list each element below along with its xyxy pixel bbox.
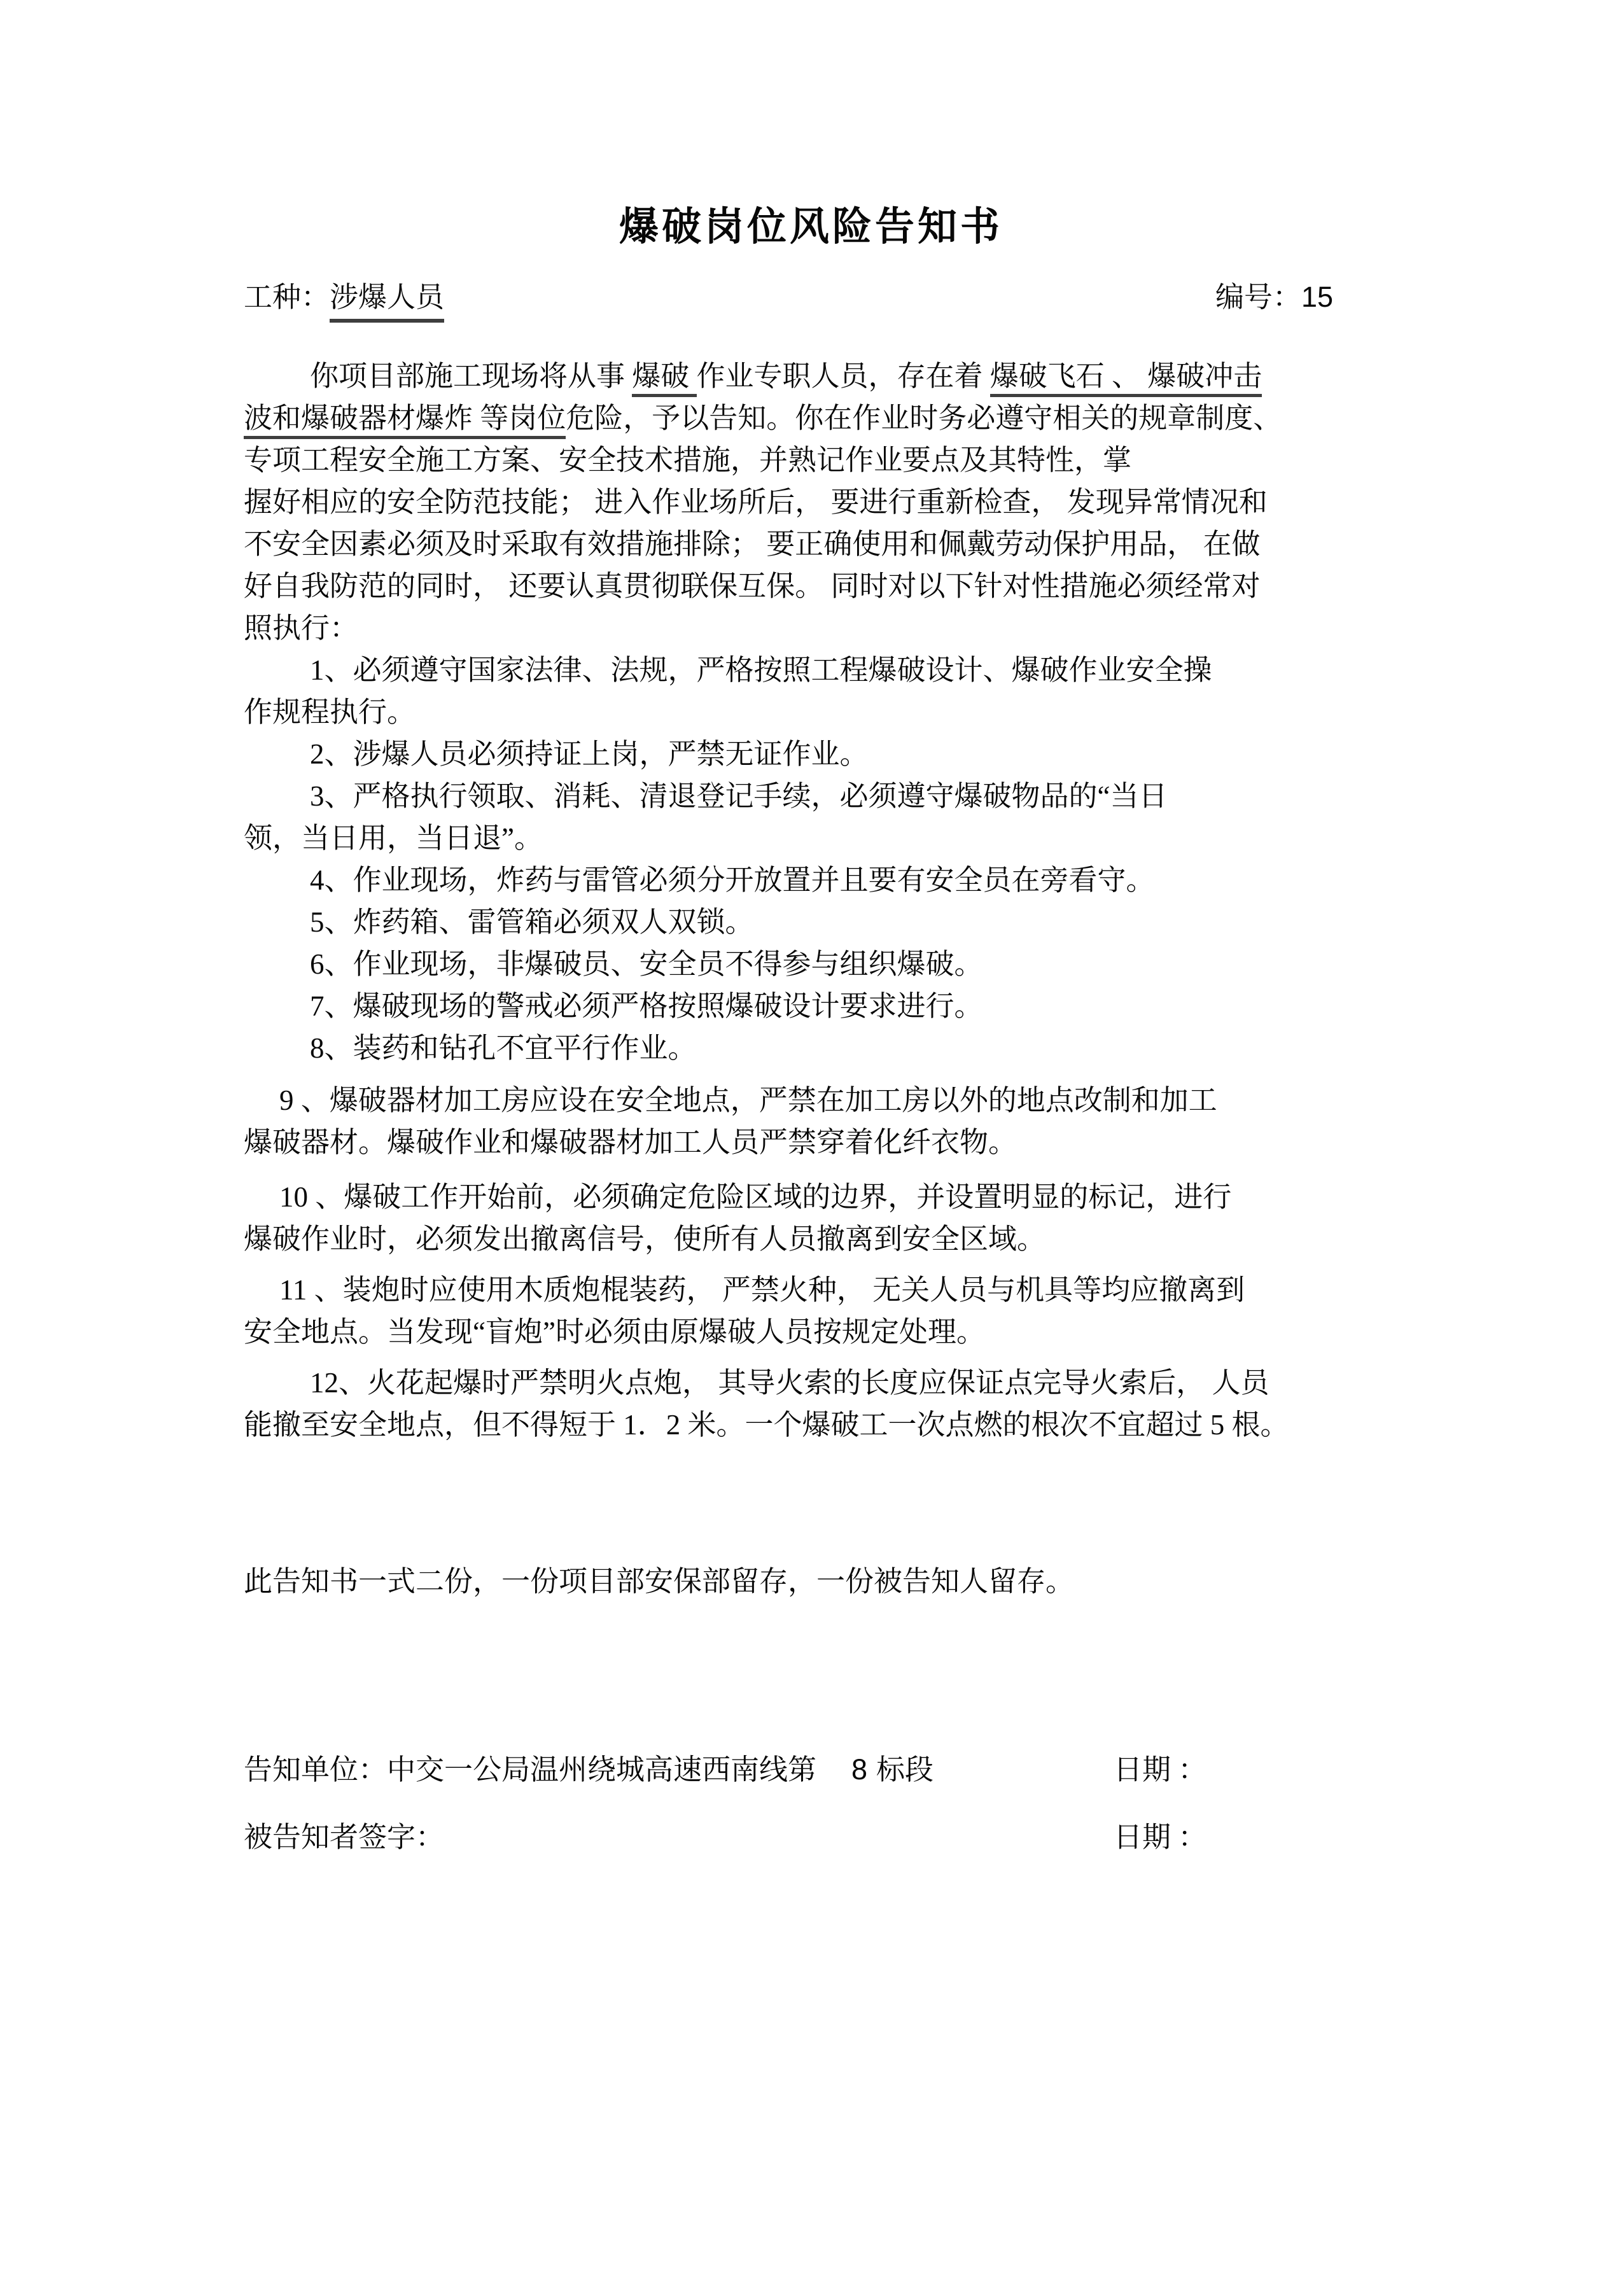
- notice-item-4: [244, 859, 1378, 901]
- date-field-unit: 日期 ：: [1114, 1754, 1207, 1786]
- item-line: 6、作业现场，非爆破员、安全员不得参与组织爆破。: [310, 948, 983, 980]
- notice-item-2: [244, 733, 1378, 775]
- item-line: 9 、爆破器材加工房应设在安全地点，严禁在加工房以外的地点改制和加工: [279, 1084, 1217, 1116]
- intro-line-3: 专项工程安全施工方案、安全技术措施，并熟记作业要点及其特性，掌: [244, 444, 1132, 476]
- signer-label: 被告知者签字：: [244, 1821, 445, 1853]
- item-line: 领，当日用，当日退”。: [244, 822, 543, 854]
- notice-item-8: [244, 1027, 1378, 1069]
- notice-item-7: [244, 985, 1378, 1027]
- intro-line-2: [244, 397, 1378, 439]
- blank-hazards-part2: 波和爆破器材爆炸 等岗位: [244, 402, 566, 439]
- notice-item-6: [244, 943, 1378, 985]
- signature-row: [244, 1816, 1378, 1858]
- item-line: 爆破器材。爆破作业和爆破器材加工人员严禁穿着化纤衣物。: [244, 1126, 1017, 1158]
- doc-number-label: 编号：: [1215, 281, 1302, 313]
- blank-hazards-part1: 爆破飞石 、 爆破冲击: [990, 360, 1262, 397]
- notice-item-11: [244, 1269, 1378, 1353]
- item-line: 爆破作业时，必须发出撤离信号，使所有人员撤离到安全区域。: [244, 1223, 1046, 1255]
- notice-item-10: [244, 1176, 1378, 1260]
- item-line: 8、装药和钻孔不宜平行作业。: [310, 1032, 697, 1064]
- job-type-value: 涉爆人员: [330, 281, 444, 323]
- item-line: 安全地点。当发现“盲炮”时必须由原爆破人员按规定处理。: [244, 1316, 985, 1348]
- item-line: 5、炸药箱、雷管箱必须双人双锁。: [310, 906, 754, 938]
- notify-unit-row: [244, 1749, 1378, 1791]
- intro-text: 你项目部施工现场将从事: [310, 360, 633, 392]
- intro-line-7: 照执行：: [244, 612, 359, 644]
- notice-items: [244, 649, 1378, 1446]
- intro-line-5: 不安全因素必须及时采取有效措施排除； 要正确使用和佩戴劳动保护用品， 在做: [244, 528, 1261, 560]
- item-line: 2、涉爆人员必须持证上岗，严禁无证作业。: [310, 738, 869, 770]
- section-suffix: 标段: [876, 1754, 934, 1786]
- doc-number-value: 15: [1301, 281, 1334, 313]
- item-line: 12、火花起爆时严禁明火点炮， 其导火索的长度应保证点完导火索后， 人员: [310, 1367, 1269, 1399]
- item-line: 3、严格执行领取、消耗、清退登记手续，必须遵守爆破物品的“当日: [310, 780, 1168, 812]
- item-line: 能撤至安全地点，但不得短于 1．2 米。一个爆破工一次点燃的根次不宜超过 5 根。: [244, 1409, 1289, 1441]
- job-type-label: 工种：: [244, 281, 330, 313]
- job-type: [244, 281, 444, 323]
- meta-row: [244, 276, 1378, 318]
- item-line: 作规程执行。: [244, 696, 416, 728]
- date-field-signer: 日期 ：: [1114, 1821, 1207, 1853]
- notice-item-12: [244, 1362, 1378, 1446]
- item-line: 11 、装炮时应使用木质炮棍装药， 严禁火种， 无关人员与机具等均应撤离到: [279, 1274, 1245, 1306]
- intro-line-6: 好自我防范的同时， 还要认真贯彻联保互保。 同时对以下针对性措施必须经常对: [244, 570, 1261, 602]
- doc-number: [1215, 276, 1333, 318]
- intro-text: 作业专职人员，存在着: [696, 360, 990, 392]
- page-title: 爆破岗位风险告知书: [619, 206, 1003, 249]
- item-line: 10 、爆破工作开始前，必须确定危险区域的边界，并设置明显的标记，进行: [279, 1181, 1232, 1213]
- item-line: 1、必须遵守国家法律、法规，严格按照工程爆破设计、爆破作业安全操: [310, 654, 1212, 686]
- notice-item-3: [244, 775, 1378, 859]
- notice-item-9: [244, 1079, 1378, 1163]
- notice-item-5: [244, 901, 1378, 943]
- intro-paragraph: [244, 355, 1378, 649]
- section-number: 8: [851, 1753, 868, 1786]
- blank-job-name: 爆破: [632, 360, 696, 397]
- notice-item-1: [244, 649, 1378, 733]
- intro-line-1: [244, 355, 1378, 397]
- item-line: 7、爆破现场的警戒必须严格按照爆破设计要求进行。: [310, 990, 983, 1022]
- item-line: 4、作业现场，炸药与雷管必须分开放置并且要有安全员在旁看守。: [310, 864, 1155, 896]
- intro-text: 危险，予以告知。你在作业时务必遵守相关的规章制度、: [566, 402, 1282, 434]
- closing-note: 此告知书一式二份，一份项目部安保部留存，一份被告知人留存。: [244, 1565, 1075, 1597]
- intro-line-4: 握好相应的安全防范技能； 进入作业场所后， 要进行重新检查， 发现异常情况和: [244, 486, 1268, 518]
- notify-unit-label: 告知单位：中交一公局温州绕城高速西南线第: [244, 1754, 817, 1786]
